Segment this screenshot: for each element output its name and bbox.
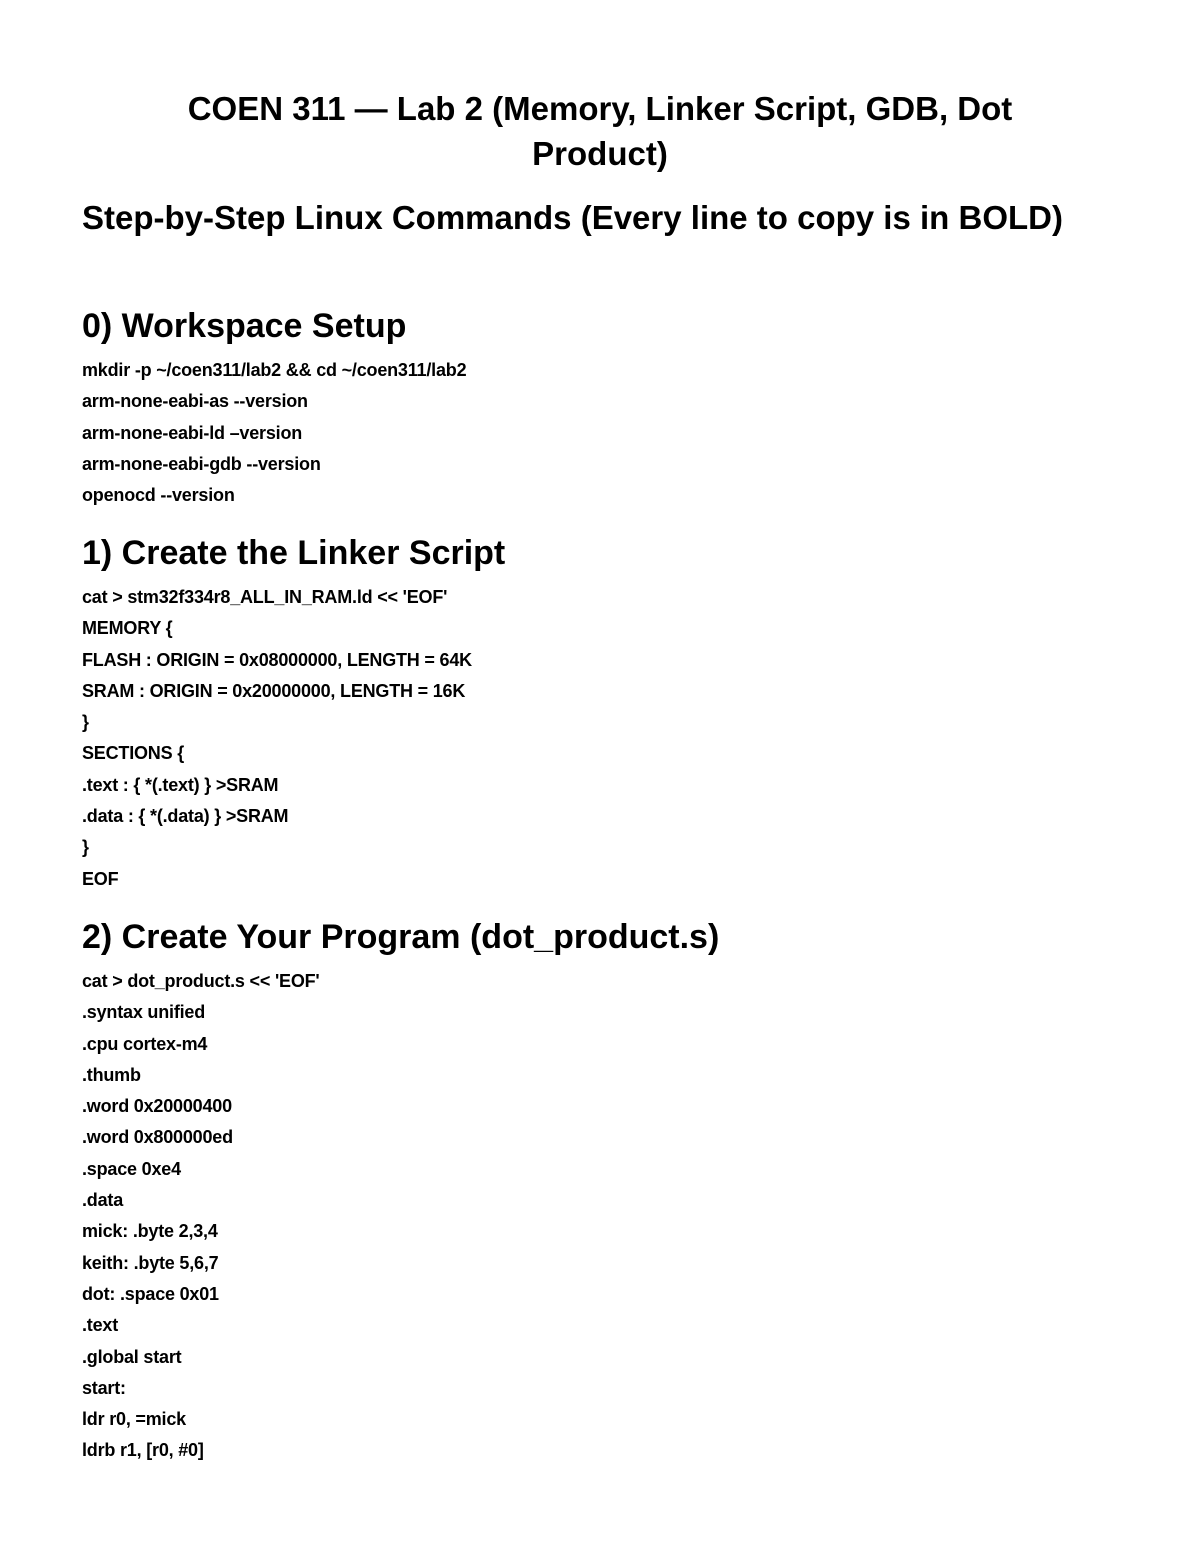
code-line: arm-none-eabi-as --version: [82, 391, 308, 412]
code-block-linker-script: [82, 582, 472, 895]
code-block-workspace-setup: [82, 355, 466, 511]
code-line: SECTIONS {: [82, 743, 185, 764]
code-line: keith: .byte 5,6,7: [82, 1252, 219, 1273]
code-line: }: [82, 712, 89, 733]
section-heading-create-program: 2) Create Your Program (dot_product.s): [82, 918, 720, 956]
code-line: .text: [82, 1315, 119, 1336]
code-line: mkdir -p ~/coen311/lab2 && cd ~/coen311/lab2: [82, 360, 467, 380]
code-line: cat > stm32f334r8_ALL_IN_RAM.ld << 'EOF': [82, 587, 448, 607]
code-line: .data : { *(.data) } >SRAM: [82, 806, 289, 827]
code-line: cat > dot_product.s << 'EOF': [82, 971, 320, 991]
section-heading-linker-script: 1) Create the Linker Script: [82, 534, 506, 572]
page-subtitle: Step-by-Step Linux Commands (Every line to copy is in BOLD): [82, 199, 1063, 236]
code-line: .data: [82, 1190, 124, 1211]
code-line: SRAM : ORIGIN = 0x20000000, LENGTH = 16K: [82, 680, 466, 701]
code-line: MEMORY {: [82, 618, 173, 639]
code-line: mick: .byte 2,3,4: [82, 1221, 218, 1242]
section-heading-workspace-setup: 0) Workspace Setup: [82, 307, 407, 345]
code-line: .text : { *(.text) } >SRAM: [82, 774, 279, 795]
code-line: .global start: [82, 1346, 182, 1367]
code-block-dot-product: [82, 966, 320, 1467]
code-line: .syntax unified: [82, 1002, 206, 1023]
code-line: .word 0x20000400: [82, 1096, 232, 1117]
code-line: dot: .space 0x01: [82, 1283, 219, 1304]
code-line: EOF: [82, 868, 119, 889]
page-title: COEN 311 — Lab 2 (Memory, Linker Script, GDB, Dot Product): [187, 90, 1013, 172]
code-line: .cpu cortex-m4: [82, 1033, 208, 1054]
code-line: arm-none-eabi-gdb --version: [82, 453, 321, 474]
code-line: openocd --version: [82, 485, 235, 506]
code-line: .space 0xe4: [82, 1158, 181, 1179]
code-line: ldr r0, =mick: [82, 1409, 186, 1430]
code-line: }: [82, 837, 89, 858]
code-line: ldrb r1, [r0, #0]: [82, 1440, 204, 1461]
code-line: arm-none-eabi-ld –version: [82, 422, 303, 443]
code-line: start:: [82, 1377, 126, 1398]
code-line: .thumb: [82, 1064, 141, 1085]
code-line: .word 0x800000ed: [82, 1127, 233, 1148]
code-line: FLASH : ORIGIN = 0x08000000, LENGTH = 64K: [82, 649, 472, 670]
